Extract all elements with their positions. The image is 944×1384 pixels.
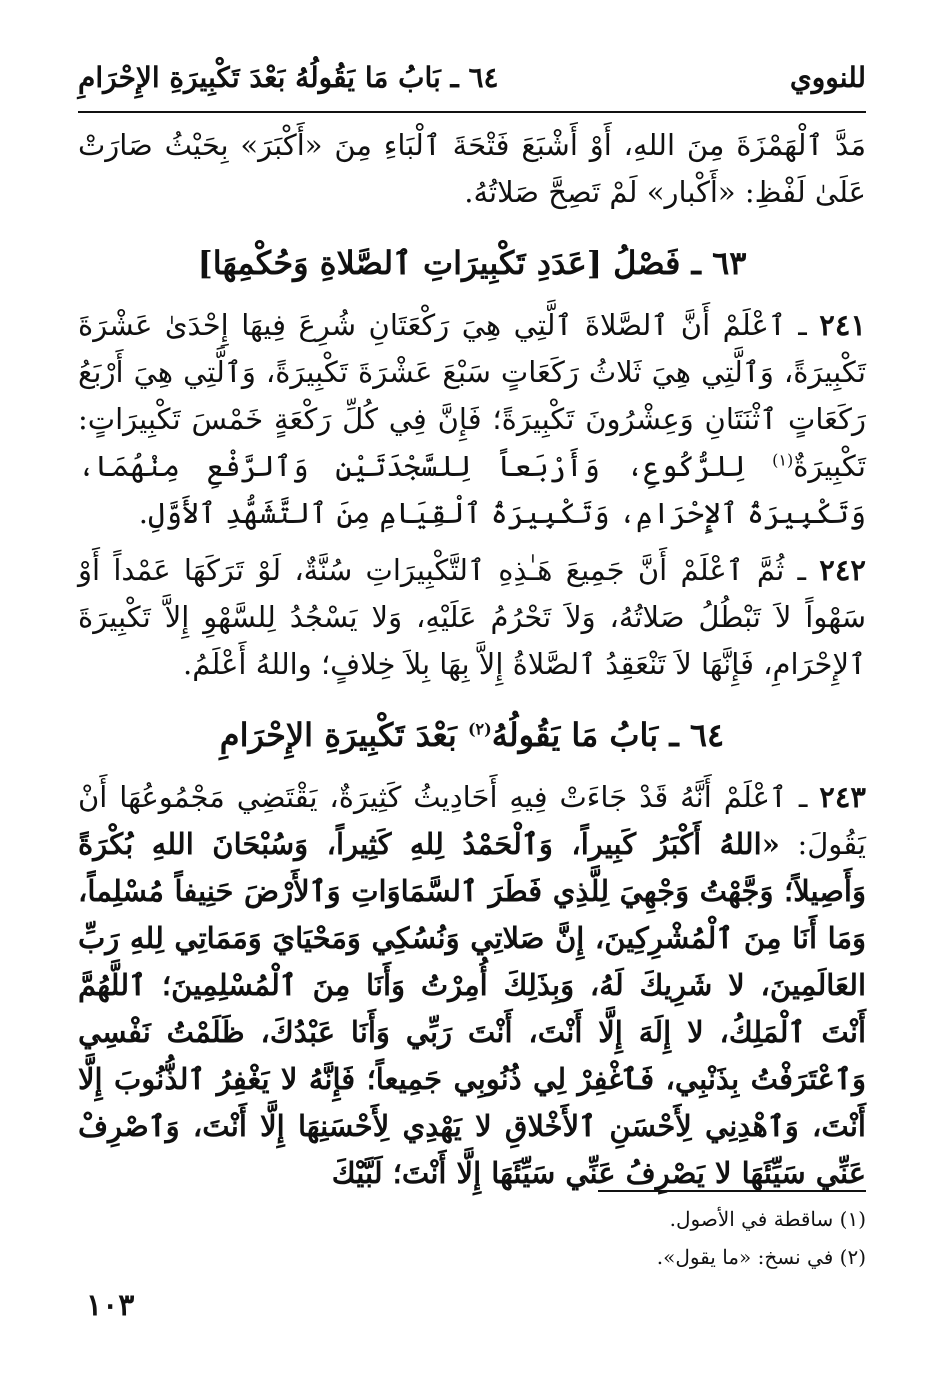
paragraph-text: ـ ٱعْلَمْ أَنَّهُ قَدْ جَاءَتْ فِيهِ أَحَادِيثُ كَثِيرَةٌ، يَقْتَضِي مَجْمُوعُهَا أَنْ يَقُولَ: — [78, 780, 867, 861]
running-header — [78, 52, 866, 102]
paragraph-243 — [78, 774, 866, 1197]
page-number: ١٠٣ — [86, 1288, 135, 1323]
header-chapter-title: ٦٤ ـ بَابُ مَا يَقُولُهُ بَعْدَ تَكْبِيرَةِ الإِحْرَامِ — [78, 60, 499, 94]
footnote-2 — [78, 1238, 866, 1276]
header-rule — [78, 111, 866, 113]
supplication-quote: «اللهُ أَكْبَرُ كَبِيراً، وَٱلْحَمْدُ لِلهِ كَثِيراً، وَسُبْحَانَ اللهِ بُكْرَةً وَأَصِيلاً؛ وَجَّهْتُ وَجْهِيَ لِلَّذِي فَطَرَ ٱلسَّمَاوَاتِ وَٱلأَرْضَ حَنِيفاً مُسْلِماً، وَمَا أَنَا مِنَ ٱلْمُشْرِكِينَ، إِنَّ صَلاتِي وَنُسُكِي وَمَحْيَايَ وَمَمَاتِي لِلهِ رَبِّ العَالَمِينَ، لا شَرِيكَ لَهُ، وَبِذَلِكَ أُمِرْتُ وَأَنَا مِنَ ٱلْمُسْلِمِينَ؛ ٱللَّهُمَّ أَنْتَ ٱلْمَلِكُ، لا إِلَهَ إِلَّا أَنْتَ، أَنْتَ رَبِّي وَأَنَا عَبْدُكَ، ظَلَمْتُ نَفْسِي وَٱعْتَرَفْتُ بِذَنْبِي، فَٱغْفِرْ لِي ذُنُوبِي جَمِيعاً؛ فَإِنَّهُ لا يَغْفِرُ ٱلذُّنُوبَ إِلَّا أَنْتَ، وَٱهْدِنِي لِأَحْسَنِ ٱلأَخْلاقِ لا يَهْدِي لِأَحْسَنِهَا إِلَّا أَنْتَ، وَٱصْرِفْ عَنِّي سَيِّئَهَا لا يَصْرِفُ عَنِّي سَيِّئَهَا إِلَّا أَنْتَ؛ لَبَّيْكَ — [78, 827, 866, 1190]
footnote-marker[interactable]: (١) — [772, 450, 794, 470]
paragraph-number: ٢٤١ — [819, 308, 866, 342]
header-author: للنووي — [789, 60, 866, 94]
heading-text: ٦٤ ـ بَابُ مَا يَقُولُهُ — [491, 716, 725, 754]
main-text — [78, 122, 866, 1197]
footnote-rule — [598, 1190, 866, 1192]
paragraph-241 — [78, 302, 866, 537]
heading-text-cont: بَعْدَ تَكْبِيرَةِ الإِحْرَامِ — [219, 716, 457, 754]
footnote-text: ساقطة في الأصول. — [669, 1207, 834, 1231]
paragraph-text: ـ ٱعْلَمْ أَنَّ ٱلصَّلاةَ ٱلَّتِي هِيَ رَكْعَتَانِ شُرِعَ فِيهَا إِحْدَىٰ عَشْرَةَ تَكْبِيرَةً، وَٱلَّتِي هِيَ ثَلاثُ رَكَعَاتٍ سَبْعَ عَشْرَةَ تَكْبِيرَةً، وَٱلَّتِي هِيَ أَرْبَعُ رَكَعَاتٍ ٱثْنَتَانِ وَعِشْرُونَ تَكْبِيرَةً؛ فَإِنَّ فِي كُلِّ رَكْعَةٍ خَمْسَ تَكْبِيرَاتٍ: تَكْبِيرَةٌ — [78, 308, 866, 483]
paragraph-text-cont: لِلرُّكُوعِ، وَأَرْبَعاً لِلسَّجْدَتَيْنِ وَٱلرَّفْعِ مِنْهُمَا، وَتَكْبِيرَةُ ٱلإِحْرَامِ، وَتَكْبِيرَةُ ٱلْقِيَامِ مِنَ ٱلتَّشَهُّدِ ٱلأَوَّلِ. — [78, 449, 866, 530]
paragraph-text: ـ ثُمَّ ٱعْلَمْ أَنَّ جَمِيعَ هَـٰذِهِ ٱلتَّكْبِيرَاتِ سُنَّةٌ، لَوْ تَرَكَهَا عَمْداً أَوْ سَهْواً لاَ تَبْطُلُ صَلاتُهُ، وَلاَ تَحْرُمُ عَلَيْهِ، وَلا يَسْجُدُ لِلسَّهْوِ إِلاَّ تَكْبِيرَةَ ٱلإِحْرَامِ، فَإِنَّهَا لاَ تَنْعَقِدُ ٱلصَّلاةُ إِلاَّ بِهَا بِلاَ خِلافٍ؛ واللهُ أَعْلَمُ. — [78, 553, 866, 681]
footnote-1 — [78, 1200, 866, 1238]
section-63-heading: ٦٣ ـ فَصْلُ [عَدَدِ تَكْبِيرَاتِ ٱلصَّلاةِ وَحُكْمِهَا] — [197, 244, 747, 282]
footnote-marker[interactable]: (٢) — [467, 719, 492, 739]
paragraph-number: ٢٤٢ — [819, 553, 867, 587]
footnotes — [78, 1200, 866, 1276]
footnote-mark: (٢) — [839, 1245, 866, 1269]
footnote-text: في نسخ: «ما يقول». — [656, 1245, 834, 1269]
footnote-mark: (١) — [839, 1207, 866, 1231]
paragraph-242 — [78, 547, 866, 688]
paragraph-number: ٢٤٣ — [819, 780, 866, 814]
intro-paragraph: مَدَّ ٱلْهَمْزَةَ مِنَ اللهِ، أَوْ أَشْبَعَ فَتْحَةَ ٱلْبَاءِ مِنَ «أَكْبَرَ» بِحَيْثُ صَارَتْ عَلَىٰ لَفْظِ: «أَكْبار» لَمْ تَصِحَّ صَلاتُهُ. — [78, 128, 866, 209]
section-64-heading — [78, 712, 866, 758]
